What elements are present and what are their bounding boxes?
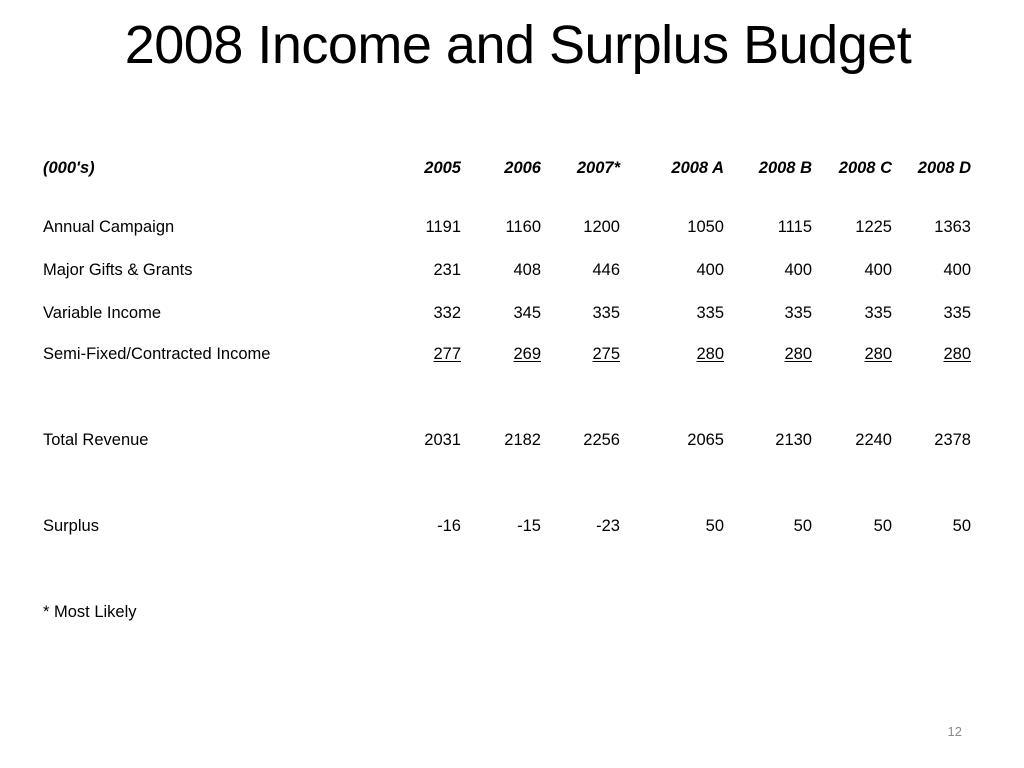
table-cell: 400 [784,261,812,279]
table-cell: 2256 [583,431,620,449]
table-cell: 2378 [934,431,971,449]
table-cell: 335 [864,304,892,322]
table-cell: 50 [793,517,812,535]
table-cell: 1363 [934,218,971,236]
slide-title: 2008 Income and Surplus Budget [124,15,912,75]
table-header-cell: 2005 [424,159,461,177]
table-cell: 1115 [777,218,812,236]
row-label: Semi-Fixed/Contracted Income [43,345,271,363]
table-cell: 275 [592,345,620,363]
table-cell: 2240 [855,431,892,449]
table-cell: 345 [513,304,541,322]
table-cell: 332 [433,304,461,322]
table-cell: 231 [433,261,461,279]
table-cell: 50 [952,517,971,535]
table-cell: 400 [864,261,892,279]
table-cell: 269 [513,345,541,363]
table-header-cell: 2008 A [671,159,724,177]
table-header-cell: 2006 [504,159,541,177]
table-cell: 446 [592,261,620,279]
table-header-cell: 2008 D [917,159,971,177]
table-cell: 280 [696,345,724,363]
table-cell: 408 [513,261,541,279]
table-cell: 335 [592,304,620,322]
table-cell: 280 [943,345,971,363]
table-cell: 1050 [687,218,724,236]
row-label: Major Gifts & Grants [43,261,193,279]
table-cell: 2130 [775,431,812,449]
table-cell: 280 [784,345,812,363]
row-label: Total Revenue [43,431,149,449]
table-cell: -23 [596,517,620,535]
page-number: 12 [947,724,962,739]
table-cell: 2031 [424,431,461,449]
table-cell: 280 [864,345,892,363]
row-label: Surplus [43,517,99,535]
table-cell: 1225 [855,218,892,236]
table-header-cell: 2007* [576,159,620,177]
table-cell: 400 [943,261,971,279]
table-cell: 1160 [505,218,541,236]
table-cell: 2182 [504,431,541,449]
row-label: Variable Income [43,304,162,322]
table-cell: 2065 [687,431,724,449]
footnote: * Most Likely [43,603,137,621]
row-label: Annual Campaign [43,218,175,236]
table-cell: 50 [873,517,892,535]
table-cell: 400 [696,261,724,279]
table-cell: -15 [517,517,541,535]
table-cell: -16 [437,517,461,535]
table-cell: 335 [696,304,724,322]
table-cell: 335 [943,304,971,322]
table-cell: 1191 [425,218,461,236]
table-cell: 50 [705,517,724,535]
table-cell: 335 [784,304,812,322]
table-cell: 1200 [583,218,620,236]
table-cell: 277 [433,345,461,363]
table-header-cell: 2008 B [758,159,812,177]
table-header-cell: 2008 C [838,159,892,177]
table-header-label: (000's) [43,159,95,177]
